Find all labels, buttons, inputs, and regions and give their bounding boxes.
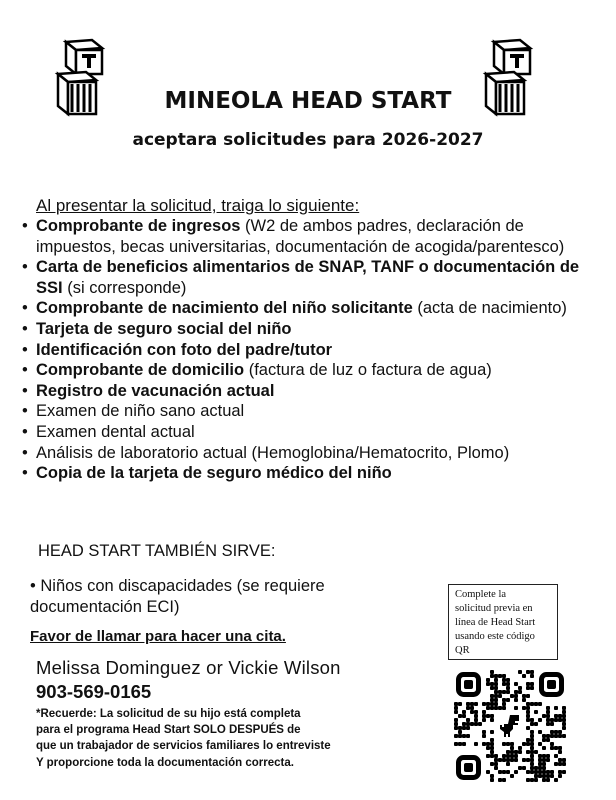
list-item: • Examen dental actual: [22, 422, 582, 443]
qr-code[interactable]: [454, 670, 566, 782]
list-item: • Tarjeta de seguro social del niño: [22, 319, 582, 340]
reminder-note: *Recuerde: La solicitud de su hijo está completa para el programa Head Start SOLO DESPUÉS de que un trabajador de servicios familiares lo entreviste Y proporcione toda la documentación correcta.: [36, 708, 331, 769]
serves-heading: HEAD START TAMBIÉN SIRVE:: [38, 542, 276, 560]
requirements-intro: Al presentar la solicitud, traiga lo siguiente:: [36, 196, 360, 215]
list-item: • Registro de vacunación actual: [22, 381, 582, 402]
list-item: • Comprobante de ingresos (W2 de ambos padres, declaración de impuestos, becas universitarias, documentación de acogida/parentesco): [22, 216, 582, 257]
requirements-list: [22, 216, 582, 484]
contact-names: Melissa Dominguez or Vickie Wilson: [36, 657, 341, 678]
dinosaur-icon: [496, 712, 524, 740]
list-item: • Comprobante de domicilio (factura de luz o factura de agua): [22, 360, 582, 381]
serves-item: • Niños con discapacidades (se requiere documentación ECI): [30, 577, 325, 616]
call-instruction: Favor de llamar para hacer una cita.: [30, 628, 286, 645]
list-item: • Carta de beneficios alimentarios de SNAP, TANF o documentación de SSI (si corresponde): [22, 257, 582, 298]
contact-phone: 903-569-0165: [36, 681, 152, 702]
list-item: • Comprobante de nacimiento del niño solicitante (acta de nacimiento): [22, 298, 582, 319]
list-item: • Análisis de laboratorio actual (Hemoglobina/Hematocrito, Plomo): [22, 443, 582, 464]
list-item: • Examen de niño sano actual: [22, 401, 582, 422]
list-item: • Copia de la tarjeta de seguro médico del niño: [22, 463, 582, 484]
qr-caption-box: Complete la solicitud previa en línea de Head Start usando este código QR: [448, 584, 558, 660]
page-subtitle: aceptara solicitudes para 2026-2027: [132, 130, 484, 150]
page-title: MINEOLA HEAD START: [164, 88, 452, 114]
list-item: • Identificación con foto del padre/tutor: [22, 340, 582, 361]
